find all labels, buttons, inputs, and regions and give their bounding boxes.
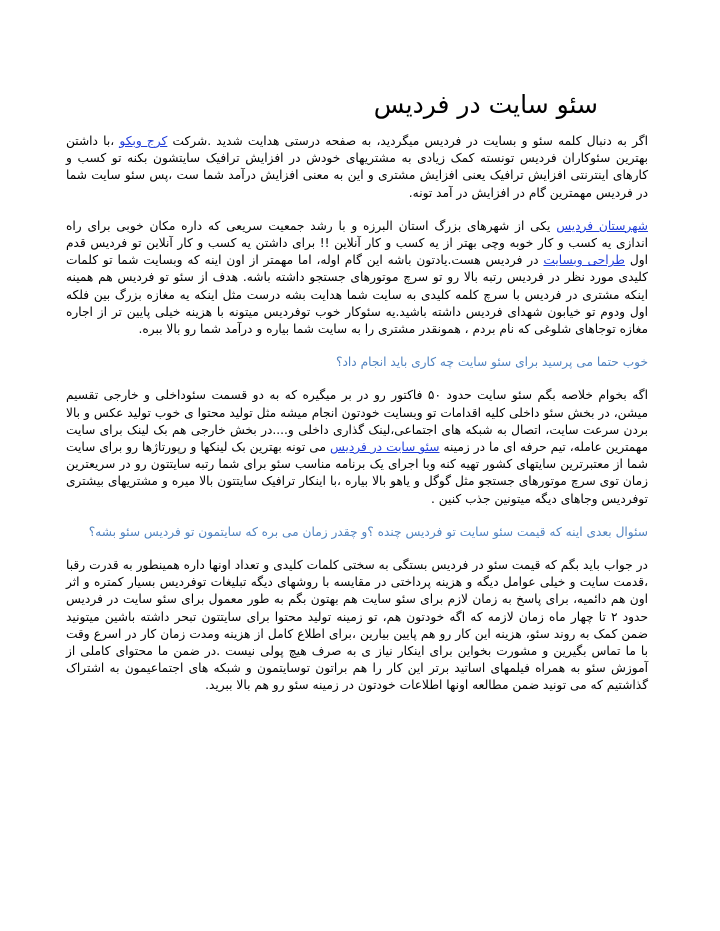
intro-text-a: اگر به دنبال کلمه سئو و بسایت در فردیس میگردید، به صفحه درستی هدایت شدید .شرکت <box>167 134 648 148</box>
seo-fardis-link[interactable]: سئو سایت در فردیس <box>329 440 440 455</box>
seo-text-b: می تونه بهترین بک لینکها و رپورتاژها رو برای سایت شما از معتبرترین سایتهای کشور تهیه کنه وبا اجرای یک برنامه مناسب سئو برای شما رتبه سایتتون رو در سریعترین زمان توی سرچ موتورهای جستجو مثل گوگل و یاهو بالا بیاره ،با اینکار ترافیک سایتتون بالا میره و مشتریهای بیشتری توفردیس وجاهای دیگه میتونین جذب کنین . <box>66 440 648 506</box>
city-text-a: یکی از شهرهای بزرگ استان البرزه و با رشد جمعیت سریعی که داره مکان خوبی برای راه اندازی یه کسب و کار خوبه وچی بهتر از یه کسب و کار آنلاین !! برای داشتن یه کسب و کار آنلاین تو فردیس قدم اول <box>66 218 648 268</box>
seo-factors-paragraph <box>66 387 648 507</box>
city-paragraph <box>66 218 648 338</box>
fardis-city-link[interactable]: شهرستان فردیس <box>556 218 648 233</box>
intro-paragraph <box>66 133 648 202</box>
karaj-webco-link[interactable]: کرج وبکو <box>119 134 168 148</box>
question-heading-2: سئوال بعدی اینه که قیمت سئو سایت تو فردیس چنده ؟و چقدر زمان می بره که سایتمون تو فردیس سئو بشه؟ <box>88 524 648 539</box>
question-heading-1: خوب حتما می پرسید برای سئو سایت چه کاری باید انجام داد؟ <box>335 355 648 370</box>
web-design-link[interactable]: طراحی وبسایت <box>543 253 625 268</box>
document-page <box>66 60 648 695</box>
price-paragraph: در جواب باید بگم که قیمت سئو در فردیس بستگی به سختی کلمات کلیدی و تعداد اونها داره همینطور به قدرت رقبا ،قدمت سایت و خیلی عوامل دیگه و هزینه پرداختی در مقایسه با روشهای دیگه تبلیغات توفردیس بسیار کمتره و اثر اون هم دائمیه، برای پاسخ به زمان لازم برای سئو سایت هم بهتون بگم به طور معمول برای سئو سایت در فردیس حدود ۲ تا چهار ماه زمان لازمه که اگه خودتون هم، تو زمینه تولید محتوا برای سایتتون تبحر داشته باشین میتونید ضمن کمک به روند سئو، هزینه این کار رو هم پایین بیارین ،برای اطلاع کامل از هزینه ومدت زمان کار در اسرع وقت با ما تماس بگیرین و مشورت بخواین برای اینکار نیاز ی به صرف هیچ پولی نیست .در ضمن ما محتوای کاملی از آموزش سئو به همراه فیلمهای اساتید برتر این کار را هم براتون توسایتمون و شبکه های اجتماعیمون به اشتراک گذاشتیم که می تونید ضمن مطالعه اونها اطلاعات خودتون در زمینه سئو رو هم بالا ببرید. <box>66 558 648 693</box>
page-title: سئو سایت در فردیس <box>373 90 598 119</box>
city-text-b: در فردیس هست.یادتون باشه این گام اوله، اما مهمتر از اون اینه که وبسایت شما تو کلمات کلیدی مورد نظر در فردیس رتبه بالا رو تو سرچ موتورهای جستجو داشته باشه. هدف از سئو تو فردیس هم همینه اینکه مشتری در فردیس با سرچ کلمه کلیدی به سایت شما هدایت بشه درست مثل اینکه یه مغازه بزرگ بین فلکه اول ودوم تو خیابون شهدای فردیس داشته باشید.یه سئوکار خوب توفردیس میتونه با هزینه خیلی پایین تر از اجاره مغازه توجاهای شلوغی که نام بردم ، همونقدر مشتری را به سایت شما بیاره و درآمد شما رو بالا ببره. <box>66 253 648 337</box>
seo-text-a: اگه بخوام خلاصه بگم سئو سایت حدود ۵۰ فاکتور رو در بر میگیره که به دو قسمت سئوداخلی و خارجی تقسیم میشن، در بخش سئو داخلی کلیه اقدامات تو وبسایت خودتون انجام میشه مثل تولید محتوا ی خوب تولید عکس و بالا بردن سرعت سایت، اتصال به شبکه های اجتماعی،لینک گذاری داخلی و....در بخش خارجی هم بک لینک برای سایت مهمترین عامله، تیم حرفه ای ما در زمینه <box>66 388 648 455</box>
intro-text-b: ،با داشتن بهترین سئوکاران فردیس تونسته کمک زیادی به مشتریهای خودش در افزایش ترافیک سایتشون بکنه تو کسب و کارهای اینترنتی افزایش ترافیک یعنی افزایش مشتری و این به معنی افزایش درآمد شما ست ،پس سئو سایت شما در فردیس مهمترین گام در افزایش در آمد تونه. <box>66 134 648 200</box>
